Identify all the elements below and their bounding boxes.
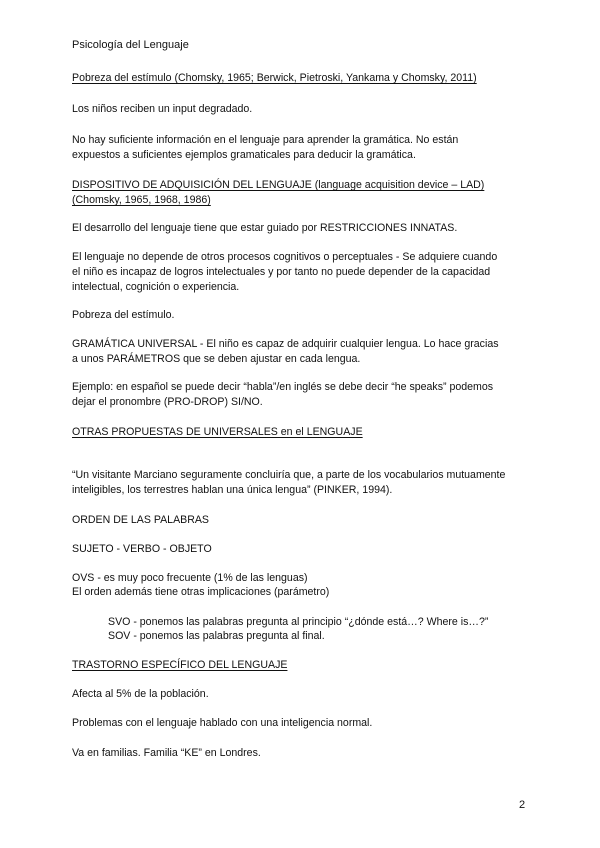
paragraph: Los niños reciben un input degradado. xyxy=(72,103,253,115)
paragraph: Ejemplo: en español se puede decir “habla”/en inglés se debe decir “he speaks” podemos xyxy=(72,381,494,393)
paragraph: OVS - es muy poco frecuente (1% de las lenguas) xyxy=(72,572,308,584)
section-heading-tel: TRASTORNO ESPECÍFICO DEL LENGUAJE xyxy=(72,659,288,671)
paragraph: intelectual, cognición o experiencia. xyxy=(72,281,240,293)
section-heading-lad: (Chomsky, 1965, 1968, 1986) xyxy=(72,194,211,206)
paragraph: Afecta al 5% de la población. xyxy=(72,688,209,700)
section-heading-otras: OTRAS PROPUESTAS DE UNIVERSALES en el LENGUAJE xyxy=(72,426,363,438)
paragraph: El desarrollo del lenguaje tiene que estar guiado por RESTRICCIONES INNATAS. xyxy=(72,222,458,234)
section-heading-pobreza: Pobreza del estímulo (Chomsky, 1965; Berwick, Pietroski, Yankama y Chomsky, 2011) xyxy=(72,72,477,84)
paragraph: dejar el pronombre (PRO-DROP) SI/NO. xyxy=(72,396,263,408)
paragraph: No hay suficiente información en el lenguaje para aprender la gramática. No están xyxy=(72,134,459,146)
quote: inteligibles, los terrestres hablan una única lengua” (PINKER, 1994). xyxy=(72,484,393,496)
paragraph: a unos PARÁMETROS que se deben ajustar en cada lengua. xyxy=(72,353,361,365)
paragraph: expuestos a suficientes ejemplos gramaticales para deducir la gramática. xyxy=(72,149,416,161)
quote: “Un visitante Marciano seguramente concluiría que, a parte de los vocabularios mutuamente xyxy=(72,469,506,481)
paragraph: Va en familias. Familia “KE” en Londres. xyxy=(72,747,261,759)
indented-note: SOV - ponemos las palabras pregunta al final. xyxy=(108,630,325,642)
paragraph: el niño es incapaz de logros intelectuales y por tanto no puede depender de la capacidad xyxy=(72,266,491,278)
paragraph: El orden además tiene otras implicaciones (parámetro) xyxy=(72,586,330,598)
paragraph: Pobreza del estímulo. xyxy=(72,309,175,321)
paragraph: El lenguaje no depende de otros procesos cognitivos o perceptuales - Se adquiere cuando xyxy=(72,251,498,263)
paragraph: ORDEN DE LAS PALABRAS xyxy=(72,514,209,526)
paragraph: Problemas con el lenguaje hablado con una inteligencia normal. xyxy=(72,717,373,729)
section-heading-lad: DISPOSITIVO DE ADQUISICIÓN DEL LENGUAJE (language acquisition device – LAD) xyxy=(72,179,485,191)
paragraph: GRAMÁTICA UNIVERSAL - El niño es capaz de adquirir cualquier lengua. Lo hace gracias xyxy=(72,338,499,350)
paragraph: SUJETO - VERBO - OBJETO xyxy=(72,543,212,555)
indented-note: SVO - ponemos las palabras pregunta al principio “¿dónde está…? Where is…?” xyxy=(108,616,489,628)
document-header: Psicología del Lenguaje xyxy=(72,39,189,51)
page-number: 2 xyxy=(519,799,526,811)
